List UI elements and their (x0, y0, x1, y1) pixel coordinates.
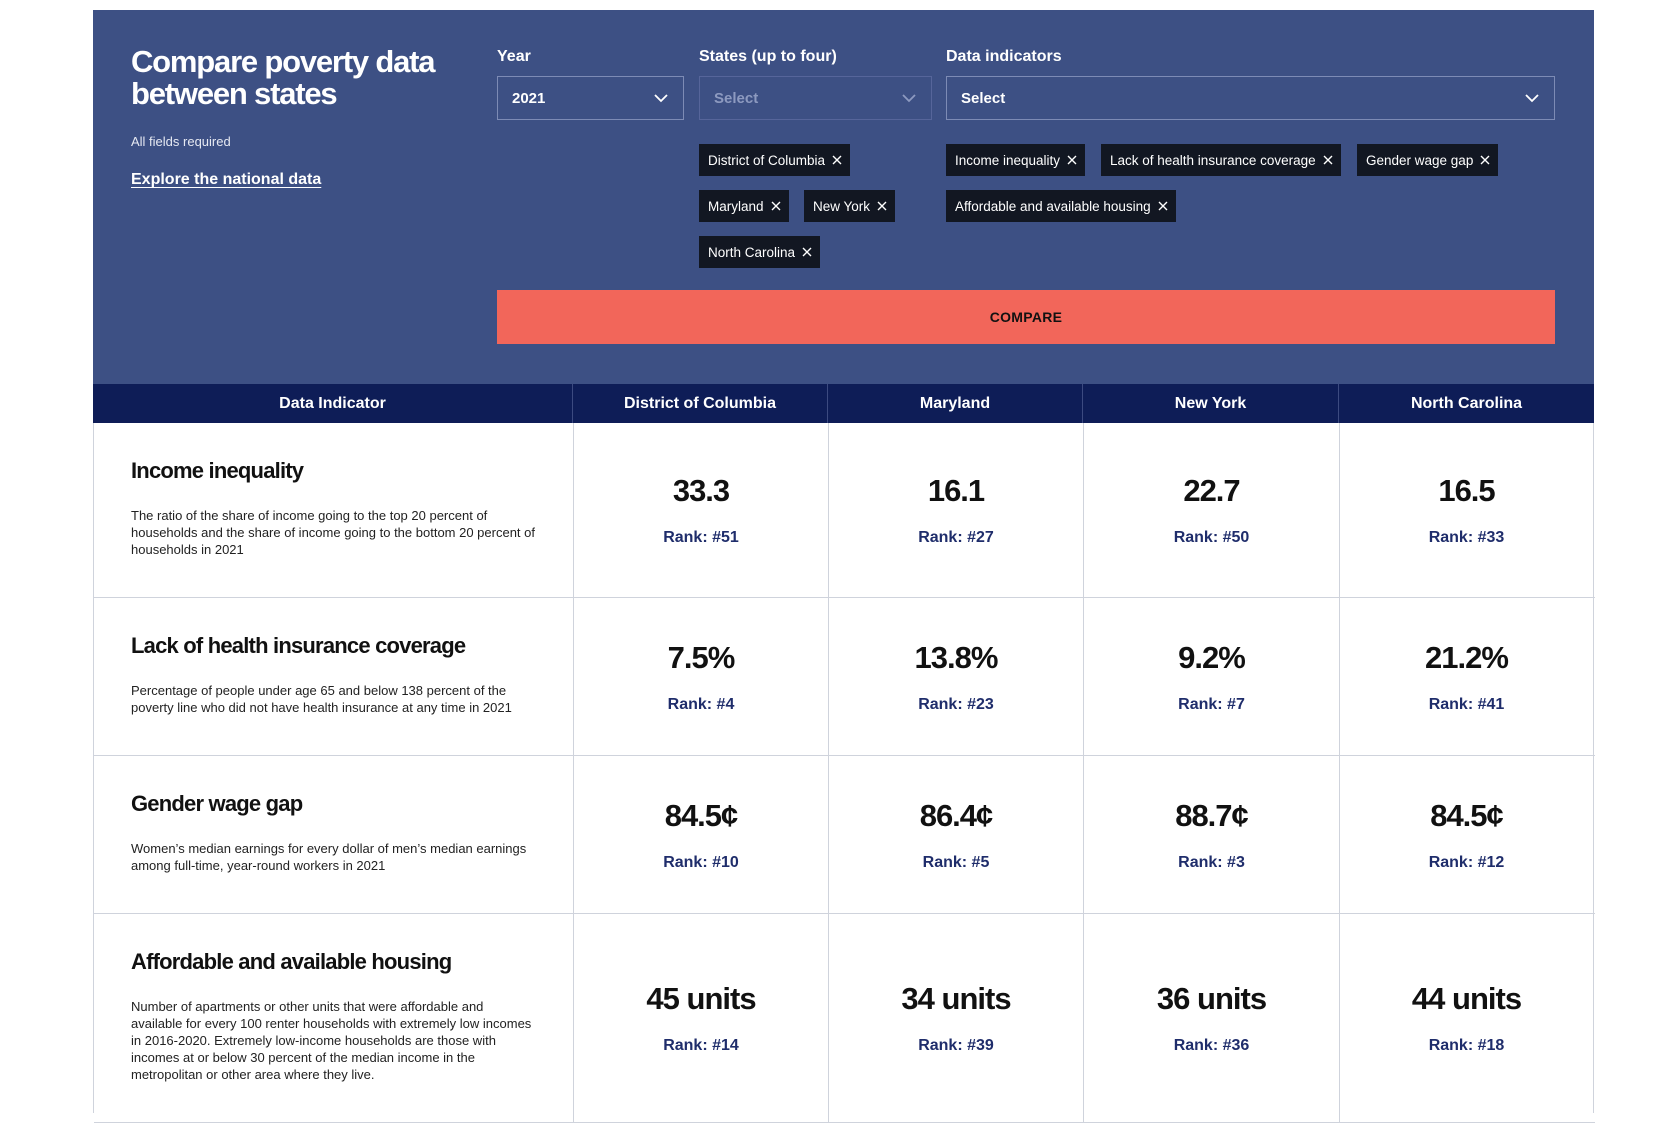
required-note: All fields required (131, 134, 231, 149)
states-select-placeholder: Select (714, 89, 759, 107)
column-header-maryland: Maryland (827, 384, 1082, 423)
year-select[interactable] (497, 76, 684, 120)
table-header (93, 384, 1594, 423)
close-icon[interactable] (832, 155, 842, 165)
indicators-label: Data indicators (946, 48, 1062, 65)
close-icon[interactable] (771, 201, 781, 211)
indicator-chip-affordable-housing[interactable] (946, 190, 1176, 222)
indicator-value: 9.2% (1178, 639, 1245, 675)
table-row-health-insurance (94, 598, 1595, 756)
indicator-value: 84.5¢ (664, 797, 738, 833)
value-cell-new-york (1083, 756, 1339, 913)
explore-national-data-link[interactable]: Explore the national data (131, 171, 322, 188)
filter-panel (93, 10, 1594, 384)
year-select-value: 2021 (512, 89, 546, 107)
chip-label: Affordable and available housing (955, 198, 1151, 214)
indicator-rank: Rank: #7 (1178, 695, 1245, 713)
chip-label: North Carolina (708, 244, 796, 260)
indicator-value: 13.8% (914, 639, 998, 675)
indicator-rank: Rank: #10 (663, 853, 739, 871)
indicator-rank: Rank: #36 (1173, 1037, 1250, 1054)
value-cell-new-york (1083, 598, 1339, 755)
close-icon[interactable] (877, 201, 887, 211)
chevron-down-icon (653, 90, 669, 106)
close-icon[interactable] (1158, 201, 1168, 211)
indicator-value: 88.7¢ (1175, 797, 1248, 833)
value-cell-north-carolina (1339, 914, 1593, 1122)
indicator-rank: Rank: #23 (918, 695, 994, 713)
value-cell-district-of-columbia (573, 756, 828, 913)
indicator-cell (94, 598, 573, 755)
indicator-value: 34 units (901, 981, 1011, 1016)
indicator-value: 16.5 (1438, 473, 1495, 508)
indicator-rank: Rank: #3 (1178, 853, 1245, 871)
indicator-value: 33.3 (672, 473, 730, 508)
year-label: Year (497, 48, 531, 65)
close-icon[interactable] (1323, 155, 1333, 165)
indicator-chip-income-inequality[interactable] (946, 144, 1085, 176)
column-header-district-of-columbia: District of Columbia (572, 384, 827, 423)
indicator-value: 36 units (1156, 981, 1267, 1016)
state-chip-district-of-columbia[interactable] (699, 144, 850, 176)
table-row-gender-wage-gap (94, 756, 1595, 914)
value-cell-north-carolina (1339, 598, 1593, 755)
state-chip-north-carolina[interactable] (699, 236, 820, 268)
indicator-value: 16.1 (927, 473, 985, 508)
indicator-value: 44 units (1411, 981, 1522, 1016)
states-label: States (up to four) (699, 48, 837, 65)
value-cell-new-york (1083, 423, 1339, 597)
chip-label: Maryland (708, 198, 764, 214)
indicators-select[interactable] (946, 76, 1555, 120)
indicator-chip-gender-wage-gap[interactable] (1357, 144, 1498, 176)
indicator-value: 45 units (646, 981, 756, 1016)
indicator-description: The ratio of the share of income going to the top 20 percent of households and the share of income going to the bottom 20 percent of households in 2021 (131, 508, 535, 557)
poverty-comparison-tool (93, 10, 1594, 1122)
chip-label: Lack of health insurance coverage (1110, 152, 1316, 168)
value-cell-maryland (828, 598, 1083, 755)
indicator-value: 22.7 (1183, 473, 1240, 508)
column-header-indicator: Data Indicator (279, 394, 386, 412)
indicator-title: Income inequality (131, 458, 304, 483)
value-cell-north-carolina (1339, 756, 1593, 913)
indicator-description: Percentage of people under age 65 and below 138 percent of the poverty line who did not have health insurance at any time in 2021 (131, 683, 512, 715)
indicator-description: Number of apartments or other units that were affordable and available for every 100 renter households with extremely low incomes in 2016-2020. Extremely low-income households are those with incomes at or below 30 percent of the median income in the metropolitan or other area where they live. (131, 999, 532, 1082)
indicator-title: Lack of health insurance coverage (131, 633, 466, 658)
indicator-value: 84.5¢ (1430, 797, 1503, 833)
page-title: Compare poverty data between states (131, 44, 435, 111)
chevron-down-icon (1524, 90, 1540, 106)
chip-label: Income inequality (955, 152, 1061, 168)
indicator-rank: Rank: #4 (667, 695, 735, 713)
indicator-rank: Rank: #51 (663, 529, 739, 546)
value-cell-district-of-columbia (573, 423, 828, 597)
state-chip-maryland[interactable] (699, 190, 789, 222)
value-cell-district-of-columbia (573, 598, 828, 755)
compare-button[interactable]: COMPARE (497, 290, 1555, 344)
chip-label: New York (813, 198, 871, 214)
chevron-down-icon (901, 90, 917, 106)
indicator-value: 86.4¢ (919, 797, 993, 833)
indicator-cell (94, 756, 573, 913)
indicator-rank: Rank: #12 (1428, 853, 1505, 871)
value-cell-new-york (1083, 914, 1339, 1122)
indicator-rank: Rank: #50 (1173, 529, 1250, 546)
indicator-chip-health-insurance[interactable] (1101, 144, 1341, 176)
value-cell-north-carolina (1339, 423, 1593, 597)
indicator-description: Women’s median earnings for every dollar of men’s median earnings among full-time, year-round workers in 2021 (131, 841, 527, 873)
column-header-new-york: New York (1082, 384, 1338, 423)
indicator-title: Affordable and available housing (131, 949, 452, 974)
indicator-title: Gender wage gap (131, 791, 303, 816)
value-cell-maryland (828, 914, 1083, 1122)
indicator-value: 21.2% (1425, 639, 1508, 675)
table-row-income-inequality (94, 423, 1595, 598)
indicator-rank: Rank: #27 (918, 529, 994, 546)
close-icon[interactable] (1480, 155, 1490, 165)
column-header-north-carolina: North Carolina (1338, 384, 1594, 423)
chip-label: Gender wage gap (1366, 152, 1474, 168)
indicator-cell (94, 914, 573, 1122)
indicator-rank: Rank: #41 (1428, 695, 1505, 713)
close-icon[interactable] (802, 247, 812, 257)
value-cell-maryland (828, 756, 1083, 913)
indicator-rank: Rank: #5 (922, 853, 990, 871)
comparison-table-body (93, 423, 1594, 1113)
indicator-cell (94, 423, 573, 597)
states-select[interactable] (699, 76, 932, 120)
indicator-rank: Rank: #33 (1428, 529, 1505, 546)
indicator-value: 7.5% (667, 639, 735, 675)
value-cell-maryland (828, 423, 1083, 597)
state-chip-new-york[interactable] (804, 190, 895, 222)
indicator-rank: Rank: #18 (1428, 1037, 1505, 1054)
indicator-rank: Rank: #14 (663, 1037, 739, 1054)
close-icon[interactable] (1067, 155, 1077, 165)
value-cell-district-of-columbia (573, 914, 828, 1122)
chip-label: District of Columbia (708, 152, 826, 168)
table-row-affordable-housing (94, 914, 1595, 1123)
indicator-rank: Rank: #39 (918, 1037, 994, 1054)
indicators-select-placeholder: Select (961, 89, 1006, 107)
